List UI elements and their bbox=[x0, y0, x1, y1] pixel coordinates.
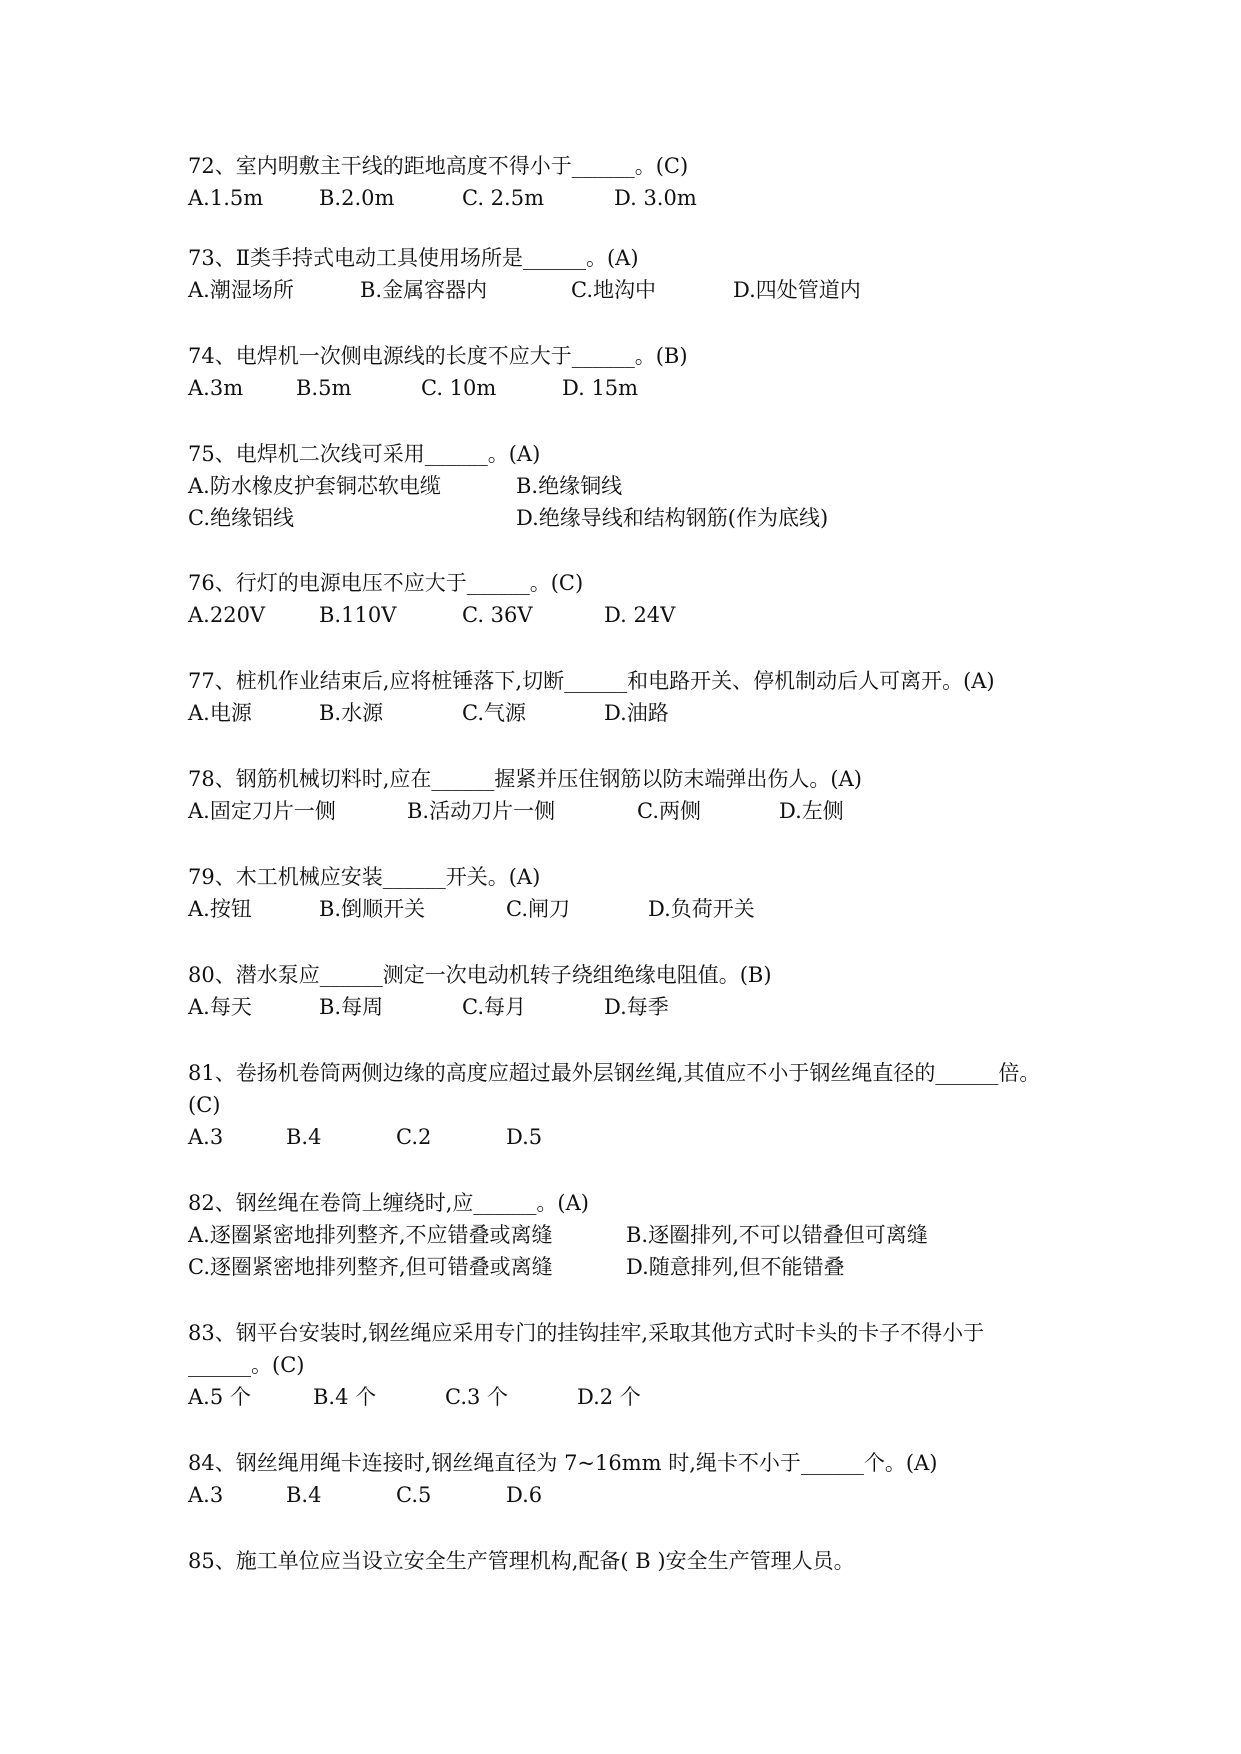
options-row bbox=[188, 1121, 1068, 1153]
question-74 bbox=[188, 340, 1068, 404]
option-a: A.220V bbox=[188, 603, 266, 627]
option-c: C.气源 bbox=[462, 701, 526, 725]
option-a: A.防水橡皮护套铜芯软电缆 bbox=[188, 474, 441, 498]
options-row bbox=[188, 502, 1068, 534]
question-80 bbox=[188, 959, 1068, 1023]
question-stem: 81、卷扬机卷筒两侧边缘的高度应超过最外层钢丝绳,其值应不小于钢丝绳直径的______倍。 bbox=[188, 1061, 1041, 1085]
option-c: C.5 bbox=[396, 1483, 432, 1507]
options-row bbox=[188, 274, 1068, 306]
option-b: B.5m bbox=[296, 376, 352, 400]
options-row bbox=[188, 1479, 1068, 1511]
question-stem: 72、室内明敷主干线的距地高度不得小于______。(C) bbox=[188, 154, 689, 178]
question-85 bbox=[188, 1545, 1068, 1577]
option-c: C. 2.5m bbox=[462, 186, 544, 210]
question-stem-continued: ______。(C) bbox=[188, 1353, 305, 1377]
option-a: A.3m bbox=[188, 376, 244, 400]
options-row bbox=[188, 893, 1068, 925]
option-c: C.每月 bbox=[462, 995, 526, 1019]
option-d: D. 24V bbox=[604, 603, 676, 627]
option-c: C.闸刀 bbox=[506, 897, 570, 921]
question-73 bbox=[188, 242, 1068, 306]
question-75 bbox=[188, 438, 1068, 534]
option-b: B.逐圈排列,不可以错叠但可离缝 bbox=[626, 1223, 928, 1247]
question-stem-continued: (C) bbox=[188, 1093, 221, 1117]
question-stem: 85、施工单位应当设立安全生产管理机构,配备( B )安全生产管理人员。 bbox=[188, 1549, 855, 1573]
options-row bbox=[188, 182, 1068, 214]
options-row bbox=[188, 795, 1068, 827]
option-b: B.绝缘铜线 bbox=[516, 474, 623, 498]
option-d: D.油路 bbox=[604, 701, 669, 725]
options-row bbox=[188, 372, 1068, 404]
option-b: B.活动刀片一侧 bbox=[407, 799, 556, 823]
option-a: A.电源 bbox=[188, 701, 252, 725]
option-d: D.每季 bbox=[604, 995, 669, 1019]
option-c: C.绝缘铝线 bbox=[188, 506, 294, 530]
option-b: B.每周 bbox=[319, 995, 384, 1019]
question-stem: 80、潜水泵应______测定一次电动机转子绕组绝缘电阻值。(B) bbox=[188, 963, 772, 987]
option-a: A.5 个 bbox=[188, 1385, 251, 1409]
option-c: C.两侧 bbox=[637, 799, 701, 823]
option-b: B.水源 bbox=[319, 701, 384, 725]
question-stem: 77、桩机作业结束后,应将桩锤落下,切断______和电路开关、停机制动后人可离开。(A) bbox=[188, 669, 995, 693]
question-83 bbox=[188, 1317, 1068, 1413]
option-b: B.110V bbox=[319, 603, 397, 627]
question-stem: 76、行灯的电源电压不应大于______。(C) bbox=[188, 571, 584, 595]
option-a: A.3 bbox=[188, 1483, 224, 1507]
option-a: A.按钮 bbox=[188, 897, 252, 921]
option-d: D. 3.0m bbox=[614, 186, 697, 210]
option-d: D.四处管道内 bbox=[733, 278, 861, 302]
option-b: B.4 bbox=[286, 1483, 322, 1507]
option-a: A.固定刀片一侧 bbox=[188, 799, 336, 823]
option-a: A.每天 bbox=[188, 995, 252, 1019]
question-stem: 79、木工机械应安装______开关。(A) bbox=[188, 865, 541, 889]
option-d: D.负荷开关 bbox=[648, 897, 755, 921]
question-77 bbox=[188, 665, 1068, 729]
option-d: D.左侧 bbox=[779, 799, 844, 823]
option-a: A.3 bbox=[188, 1125, 224, 1149]
option-c: C.3 个 bbox=[445, 1385, 509, 1409]
question-stem: 75、电焊机二次线可采用______。(A) bbox=[188, 442, 541, 466]
question-stem: 74、电焊机一次侧电源线的长度不应大于______。(B) bbox=[188, 344, 688, 368]
question-84 bbox=[188, 1447, 1068, 1511]
option-a: A.1.5m bbox=[188, 186, 264, 210]
option-d: D.绝缘导线和结构钢筋(作为底线) bbox=[516, 506, 829, 530]
option-c: C.逐圈紧密地排列整齐,但可错叠或离缝 bbox=[188, 1255, 553, 1279]
option-c: C. 10m bbox=[421, 376, 497, 400]
option-b: B.倒顺开关 bbox=[319, 897, 426, 921]
question-76 bbox=[188, 567, 1068, 631]
options-row bbox=[188, 991, 1068, 1023]
option-c: C. 36V bbox=[462, 603, 533, 627]
options-row bbox=[188, 470, 1068, 502]
option-d: D.随意排列,但不能错叠 bbox=[626, 1255, 845, 1279]
question-stem: 84、钢丝绳用绳卡连接时,钢丝绳直径为 7~16mm 时,绳卡不小于______个。(A) bbox=[188, 1451, 938, 1475]
question-72 bbox=[188, 150, 1068, 214]
question-stem: 73、Ⅱ类手持式电动工具使用场所是______。(A) bbox=[188, 246, 639, 270]
option-d: D.6 bbox=[506, 1483, 543, 1507]
option-c: C.地沟中 bbox=[571, 278, 656, 302]
question-82 bbox=[188, 1187, 1068, 1283]
option-b: B.金属容器内 bbox=[360, 278, 488, 302]
option-d: D.2 个 bbox=[577, 1385, 641, 1409]
option-b: B.2.0m bbox=[319, 186, 395, 210]
option-b: B.4 个 bbox=[313, 1385, 377, 1409]
options-row bbox=[188, 697, 1068, 729]
question-78 bbox=[188, 763, 1068, 827]
options-row bbox=[188, 1251, 1068, 1283]
question-stem: 82、钢丝绳在卷筒上缠绕时,应______。(A) bbox=[188, 1191, 589, 1215]
question-81 bbox=[188, 1057, 1068, 1153]
question-stem: 78、钢筋机械切料时,应在______握紧并压住钢筋以防末端弹出伤人。(A) bbox=[188, 767, 862, 791]
question-stem: 83、钢平台安装时,钢丝绳应采用专门的挂钩挂牢,采取其他方式时卡头的卡子不得小于 bbox=[188, 1321, 985, 1345]
option-a: A.逐圈紧密地排列整齐,不应错叠或离缝 bbox=[188, 1223, 553, 1247]
option-d: D. 15m bbox=[562, 376, 639, 400]
question-79 bbox=[188, 861, 1068, 925]
option-d: D.5 bbox=[506, 1125, 543, 1149]
options-row bbox=[188, 599, 1068, 631]
option-c: C.2 bbox=[396, 1125, 432, 1149]
option-a: A.潮湿场所 bbox=[188, 278, 294, 302]
options-row bbox=[188, 1381, 1068, 1413]
options-row bbox=[188, 1219, 1068, 1251]
option-b: B.4 bbox=[286, 1125, 322, 1149]
